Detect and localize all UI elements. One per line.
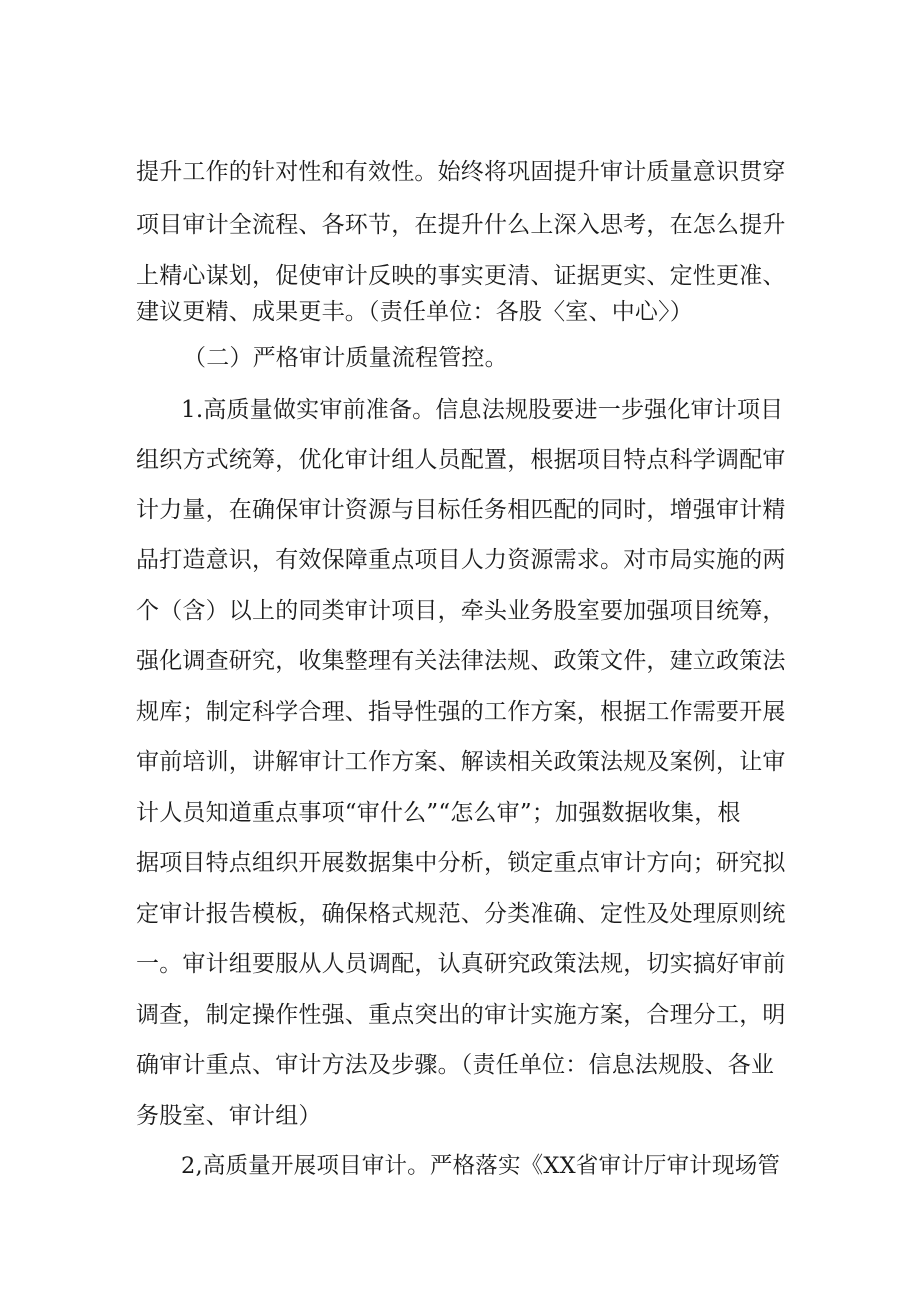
text-line: 审前培训，讲解审计工作方案、解读相关政策法规及案例，让审 [136, 749, 786, 775]
text-line: 强化调查研究，收集整理有关法律法规、政策文件，建立政策法 [136, 648, 786, 674]
paragraph-first-line: 1.高质量做实审前准备。信息法规股要进一步强化审计项目 [181, 397, 784, 423]
text-line: 品打造意识，有效保障重点项目人力资源需求。对市局实施的两 [136, 547, 786, 573]
text-line: 提升工作的针对性和有效性。始终将巩固提升审计质量意识贯穿 [136, 159, 786, 185]
text-line: 一。审计组要服从人员调配，认真研究政策法规，切实搞好审前 [136, 951, 786, 977]
text-line: 定审计报告模板，确保格式规范、分类准确、定性及处理原则统 [136, 901, 786, 927]
text-line: 个（含）以上的同类审计项目，牵头业务股室要加强项目统筹， [136, 598, 786, 624]
text-line: 计人员知道重点事项“审什么”“怎么审”；加强数据收集，根 [136, 800, 741, 826]
text-line: 调查，制定操作性强、重点突出的审计实施方案，合理分工，明 [136, 1002, 786, 1028]
text-line: 据项目特点组织开展数据集中分析，锁定重点审计方向；研究拟 [136, 850, 786, 876]
text-line: 组织方式统筹，优化审计组人员配置，根据项目特点科学调配审 [136, 447, 786, 473]
text-line: 计力量，在确保审计资源与目标任务相匹配的同时，增强审计精 [136, 497, 786, 523]
text-line: 务股室、审计组） [136, 1103, 322, 1129]
text-line: 确审计重点、审计方法及步骤。（责任单位：信息法规股、各业 [136, 1052, 775, 1078]
text-line: 建议更精、成果更丰。（责任单位：各股〈室、中心〉） [136, 299, 693, 325]
text-line: 上精心谋划，促使审计反映的事实更清、证据更实、定性更准、 [136, 263, 786, 289]
section-heading: （二）严格审计质量流程管控。 [183, 345, 508, 371]
paragraph-first-line: 2,高质量开展项目审计。严格落实《XX省审计厅审计现场管 [181, 1153, 781, 1179]
text-line: 项目审计全流程、各环节，在提升什么上深入思考，在怎么提升 [136, 212, 786, 238]
text-line: 规库；制定科学合理、指导性强的工作方案，根据工作需要开展 [136, 699, 786, 725]
